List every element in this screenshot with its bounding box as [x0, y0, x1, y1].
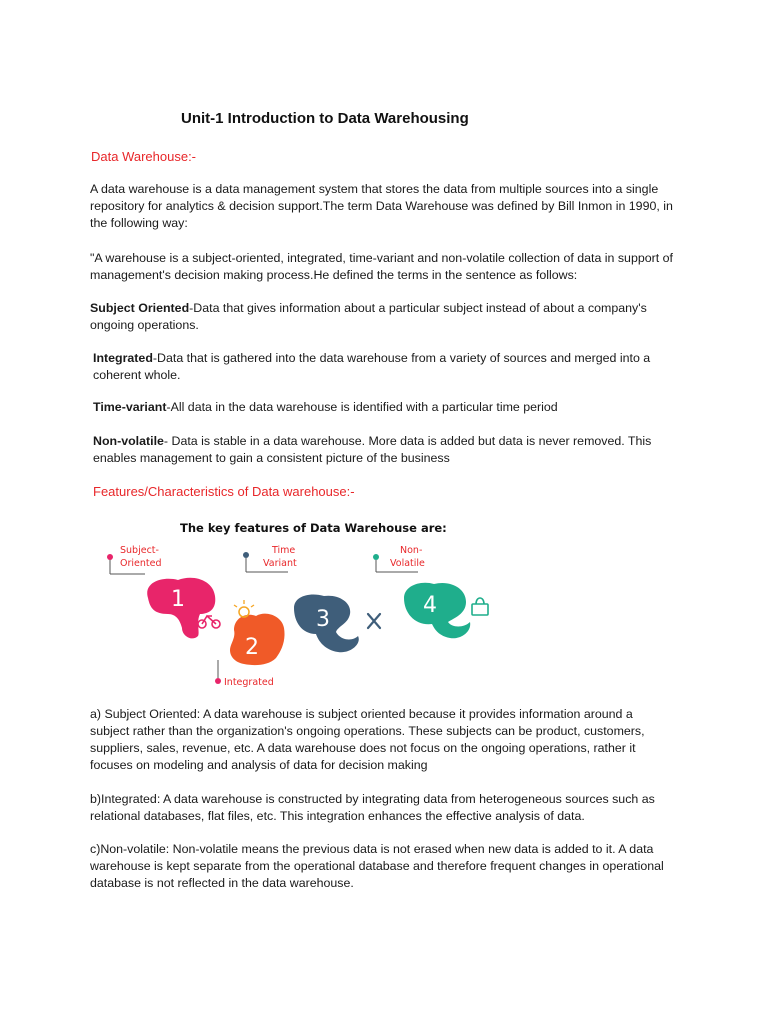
term-non-volatile [93, 433, 693, 467]
bullet-dot [215, 678, 221, 684]
label-integrated [215, 660, 274, 688]
page-title: Unit-1 Introduction to Data Warehousing [181, 110, 469, 127]
figure-title: The key features of Data Warehouse are: [180, 521, 447, 535]
section-heading-features: Features/Characteristics of Data warehouse:- [93, 484, 355, 499]
label-text: Volatile [390, 558, 425, 569]
section-heading-data-warehouse: Data Warehouse:- [91, 149, 197, 164]
shape-number: 4 [423, 593, 437, 618]
bullet-dot [107, 554, 113, 560]
bullet-dot [373, 554, 379, 560]
intro-paragraph: A data warehouse is a data management system that stores the data from multiple sources into a single repository for analytics & decision support.The term Data Warehouse was defined by Bill Inmon in 1990, in the following way: [90, 182, 673, 230]
label-text: Time [272, 545, 296, 556]
term-label: Integrated [93, 351, 153, 365]
term-label: Time-variant [93, 400, 167, 414]
feature-shape-4 [404, 583, 470, 639]
quote-paragraph: "A warehouse is a subject-oriented, integrated, time-variant and non-volatile collection of data in support of management's decision making process.He defined the terms in the sentence as follows: [90, 251, 673, 282]
term-definition: - Data is stable in a data warehouse. More data is added but data is never removed. This enables management to gain a consistent picture of the business [93, 434, 652, 465]
feature-shape-2 [230, 614, 285, 665]
term-label: Non-volatile [93, 434, 164, 448]
detail-non-volatile: c)Non-volatile: Non-volatile means the previous data is not erased when new data is added to it. A data warehouse is kept separate from the operational database and therefore frequent changes in operational database is not reflected in the data warehouse. [90, 842, 664, 890]
tools-icon [368, 614, 380, 628]
label-text: Subject- [120, 545, 159, 556]
detail-integrated: b)Integrated: A data warehouse is constructed by integrating data from heterogeneous sources such as relational databases, flat files, etc. This integration enhances the effective analysis of data. [90, 792, 655, 823]
shape-number: 1 [171, 587, 185, 612]
label-time-variant [243, 545, 297, 572]
label-subject-oriented [107, 545, 162, 574]
shape-number: 2 [245, 635, 259, 660]
term-integrated [93, 350, 693, 384]
label-text: Variant [263, 558, 297, 569]
label-non-volatile [373, 545, 425, 572]
term-label: Subject Oriented [90, 301, 190, 315]
lightbulb-icon [234, 600, 254, 617]
shopping-bag-icon [472, 598, 488, 615]
term-definition: -Data that gives information about a particular subject instead of about a company's ongoing operations. [90, 301, 647, 332]
detail-subject-oriented: a) Subject Oriented: A data warehouse is subject oriented because it provides information around a subject rather than the organization's ongoing operations. These subjects can be product, customers, suppliers, sales, revenue, etc. A data warehouse does not focus on the ongoing operations, rather it focuses on modeling and analysis of data for decision making [90, 707, 645, 772]
label-text: Oriented [120, 558, 162, 569]
bullet-dot [243, 552, 249, 558]
term-definition: -Data that is gathered into the data warehouse from a variety of sources and merged into a coherent whole. [93, 351, 651, 382]
label-text: Non- [400, 545, 423, 556]
features-infographic [88, 510, 508, 695]
feature-shape-3 [294, 595, 359, 653]
term-definition: -All data in the data warehouse is identified with a particular time period [166, 400, 558, 414]
term-subject-oriented [90, 300, 690, 334]
term-time-variant [93, 399, 693, 416]
bicycle-icon [198, 616, 220, 628]
feature-shape-1 [147, 578, 215, 639]
shape-number: 3 [316, 607, 330, 632]
label-text: Integrated [224, 677, 274, 688]
